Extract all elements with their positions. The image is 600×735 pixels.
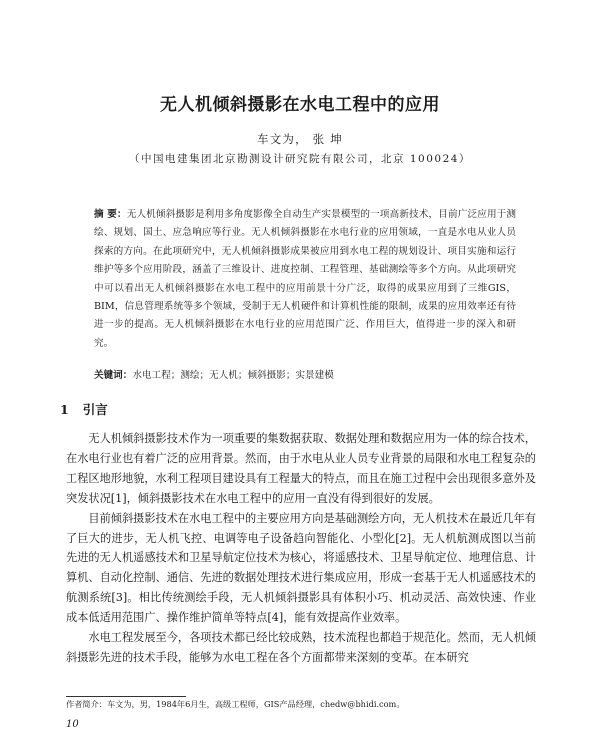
section-number: 1 [60,402,69,417]
paragraph: 目前倾斜摄影技术在水电工程中的主要应用方向是基础测绘方向，无人机技术在最近几年有了巨大的进步，无人机飞控、电调等电子设备趋向智能化、小型化[2]。无人机航测成图以当前先进的无人机遥感技术和卫星导航定位技术为核心，将遥感技术、卫星导航定位、地理信息、计算机、自动化控制、通信、先进的数据处理技术进行集成应用，形成一套基于无人机遥感技术的航测系统[3]。相比传统测绘手段，无人机倾斜摄影具有体积小巧、机动灵活、高效快速、作业成本低适用范围广、操作维护简单等特点[4]，能有效提高作业效率。 [66,511,536,625]
keywords-text: 水电工程；测绘；无人机；倾斜摄影；实景建模 [132,370,334,381]
keywords [94,367,516,381]
footnote: 作者简介：车文为，男，1984年6月生，高级工程师，GIS产品经理，chedw@bhidi.com。 [66,699,405,709]
body-text [66,429,536,668]
abstract [94,206,516,353]
page-number: 10 [66,719,79,730]
paragraph: 水电工程发展至今，各项技术都已经比较成熟，技术流程也都趋于规范化。然而，无人机倾斜摄影先进的技术手段，能够为水电工程在各个方面都带来深刻的变革。在本研究 [66,631,536,664]
affiliation: （中国电建集团北京勘测设计研究院有限公司，北京 100024） [129,153,471,165]
abstract-text: 无人机倾斜摄影是利用多角度影像全自动生产实景模型的一项高新技术，目前广泛应用于测绘、规划、国土、应急响应等行业。无人机倾斜摄影在水电行业的应用领域，一直是水电从业人员探索的方向。在此项研究中，无人机倾斜摄影成果被应用到水电工程的规划设计、项目实施和运行维护等多个应用阶段，涵盖了三维设计、进度控制、工程管理、基础测绘等多个方向。从此项研究中可以看出无人机倾斜摄影在水电工程中的应用前景十分广泛，取得的成果应用到了三维GIS，BIM，信息管理系统等多个领域，受制于无人机硬件和计算机性能的限制，成果的应用效率还有待进一步的提高。无人机倾斜摄影在水电行业的应用范围广泛、作用巨大，值得进一步的深入和研究。 [94,209,517,349]
paper-title: 无人机倾斜摄影在水电工程中的应用 [160,95,440,115]
section-heading [60,400,108,418]
footnote-divider [66,696,186,697]
authors: 车文为， 张 坤 [257,132,343,146]
paragraph: 无人机倾斜摄影技术作为一项重要的集数据获取、数据处理和数据应用为一体的综合技术，在水电行业也有着广泛的应用背景。然而，由于水电从业人员专业背景的局限和水电工程复杂的工程区地形地貌，水利工程项目建设具有工程量大的特点，而且在施工过程中会出现很多意外及突发状况[1]，倾斜摄影技术在水电工程中的应用一直没有得到很好的发展。 [66,432,536,505]
keywords-label: 关键词： [94,370,133,381]
abstract-label: 摘 要： [94,209,127,220]
section-title: 引言 [82,402,108,417]
